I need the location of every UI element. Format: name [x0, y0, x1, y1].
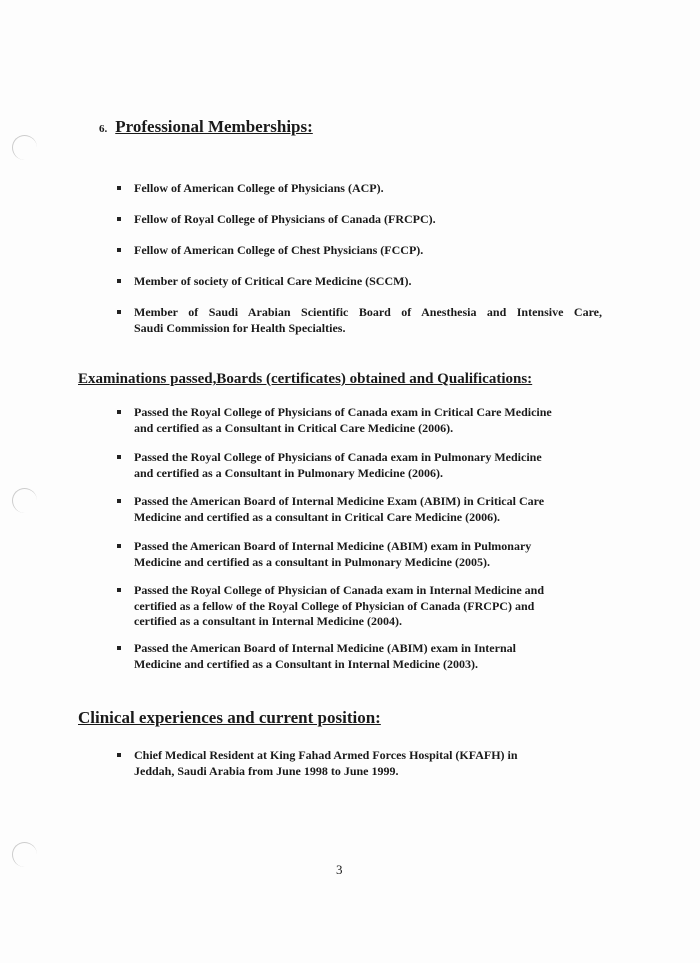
bullet-icon: [117, 499, 121, 503]
list-item-text: [134, 450, 542, 481]
punch-hole: [12, 135, 37, 160]
text-line: Fellow of Royal College of Physicians of Canada (FRCPC).: [134, 212, 436, 226]
bullet-icon: [117, 753, 121, 757]
list-item-text: [134, 243, 423, 259]
text-line: certified as a fellow of the Royal College of Physician of Canada (FRCPC) and: [134, 598, 535, 613]
bullet-icon: [117, 186, 121, 190]
section-heading-clinical: [78, 708, 381, 728]
punch-hole: [12, 842, 37, 867]
bullet-icon: [117, 248, 121, 252]
section-heading-memberships: [99, 117, 313, 137]
list-item-text: [134, 494, 544, 525]
section-number: 6.: [99, 123, 108, 135]
text-line: Passed the American Board of Internal Medicine (ABIM) exam in Pulmonary: [134, 539, 532, 553]
list-item-text: [134, 305, 602, 336]
text-line: Medicine and certified as a consultant in Critical Care Medicine (2006).: [134, 509, 501, 524]
list-item: [117, 305, 602, 336]
text-line: Fellow of American College of Chest Physicians (FCCP).: [134, 243, 424, 257]
list-item: [117, 405, 552, 436]
section-heading-examinations: [78, 371, 532, 388]
text-line: Fellow of American College of Physicians (ACP).: [134, 181, 384, 195]
text-line: Medicine and certified as a Consultant in Internal Medicine (2003).: [134, 656, 478, 671]
list-item-text: [134, 539, 531, 570]
text-line: Passed the American Board of Internal Medicine Exam (ABIM) in Critical Care: [134, 494, 545, 508]
bullet-icon: [117, 646, 121, 650]
bullet-icon: [117, 410, 121, 414]
text-line: and certified as a Consultant in Pulmonary Medicine (2006).: [134, 465, 443, 480]
list-item-text: [134, 212, 436, 228]
section-title: Examinations passed,Boards (certificates) obtained and Qualifications:: [78, 371, 533, 387]
text-line: and certified as a Consultant in Critical Care Medicine (2006).: [134, 420, 454, 435]
text-line: Member of society of Critical Care Medicine (SCCM).: [134, 274, 412, 288]
list-item: [117, 494, 544, 525]
list-item: [117, 583, 544, 630]
bullet-icon: [117, 588, 121, 592]
text-line: certified as a consultant in Internal Medicine (2004).: [134, 614, 402, 629]
list-item-text: [134, 748, 518, 779]
bullet-icon: [117, 279, 121, 283]
text-line: Passed the Royal College of Physicians of Canada exam in Pulmonary Medicine: [134, 450, 542, 464]
text-line: Passed the Royal College of Physicians of Canada exam in Critical Care Medicine: [134, 405, 552, 419]
section-title: Clinical experiences and current position:: [78, 708, 381, 727]
list-item: [117, 641, 516, 672]
list-item-text: [134, 583, 544, 630]
text-line: Medicine and certified as a consultant in Pulmonary Medicine (2005).: [134, 554, 490, 569]
list-item: [117, 212, 436, 228]
bullet-icon: [117, 217, 121, 221]
text-line: Passed the American Board of Internal Medicine (ABIM) exam in Internal: [134, 641, 516, 655]
list-item: [117, 539, 531, 570]
bullet-icon: [117, 544, 121, 548]
list-item-text: [134, 405, 552, 436]
list-item: [117, 181, 384, 197]
section-title: Professional Memberships:: [115, 117, 313, 136]
page-number: 3: [336, 862, 343, 877]
bullet-icon: [117, 310, 121, 314]
text-line: Member of Saudi Arabian Scientific Board of Anesthesia and Intensive Care,: [134, 305, 602, 319]
list-item: [117, 450, 542, 481]
text-line: Chief Medical Resident at King Fahad Armed Forces Hospital (KFAFH) in: [134, 748, 518, 762]
list-item: [117, 748, 518, 779]
list-item: [117, 243, 423, 259]
list-item-text: [134, 181, 384, 197]
text-line: Saudi Commission for Health Specialties.: [134, 320, 346, 335]
text-line: Jeddah, Saudi Arabia from June 1998 to June 1999.: [134, 763, 399, 778]
bullet-icon: [117, 455, 121, 459]
text-line: Passed the Royal College of Physician of Canada exam in Internal Medicine and: [134, 583, 544, 597]
list-item: [117, 274, 411, 290]
punch-hole: [12, 488, 37, 513]
list-item-text: [134, 274, 411, 290]
list-item-text: [134, 641, 516, 672]
